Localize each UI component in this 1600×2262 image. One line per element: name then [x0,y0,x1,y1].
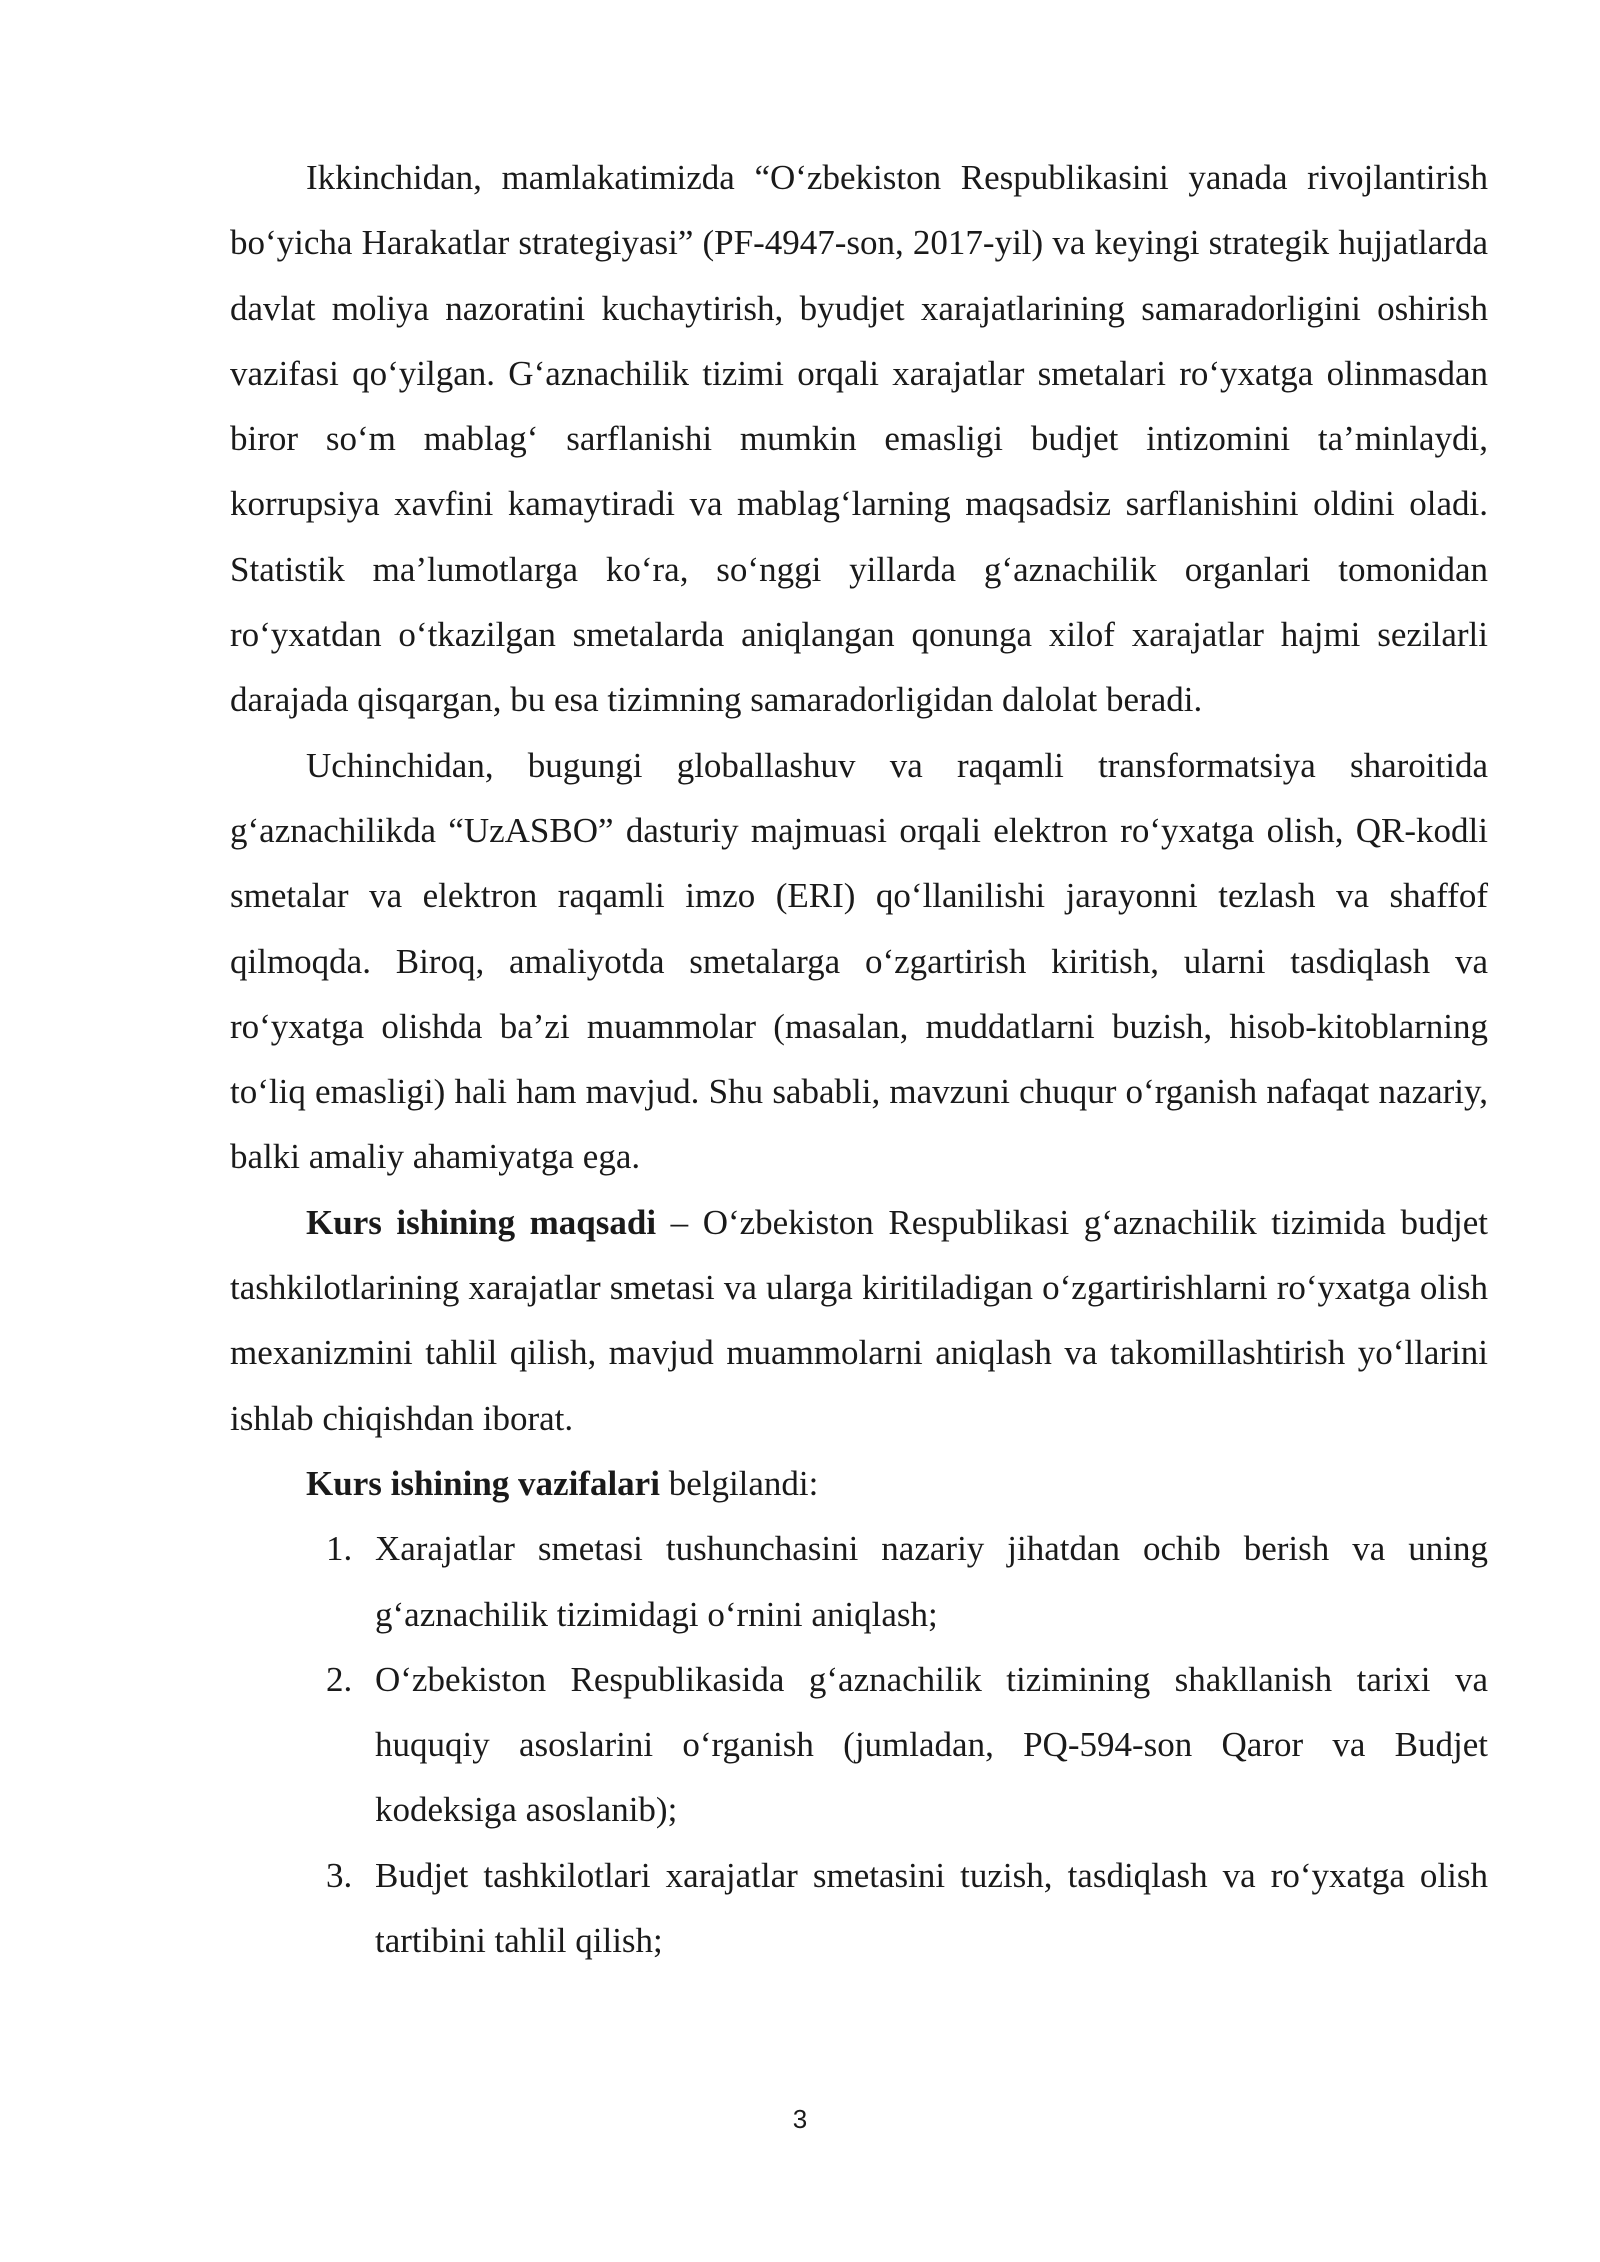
list-item-text: O‘zbekiston Respublikasida g‘aznachilik tizimining shakllanish tarixi va huquqiy asoslarini o‘rganish (jumladan, PQ-594-son Qaror va Budjet kodeksiga asoslanib); [375,1659,1488,1830]
paragraph-third-reason: Uchinchidan, bugungi globallashuv va raqamli transformatsiya sharoitida g‘aznachilikda “UzASBO” dasturiy majmuasi orqali elektron ro‘yxatga olish, QR-kodli smetalar va elektron raqamli imzo (ERI) qo‘llanilishi jarayonni tezlash va shaffof qilmoqda. Biroq, amaliyotda smetalarga o‘zgartirish kiritish, ularni tasdiqlash va ro‘yxatga olishda ba’zi muammolar (masalan, muddatlarni buzish, hisob-kitoblarning to‘liq emasligi) hali ham mavjud. Shu sababli, mavzuni chuqur o‘rganish nafaqat nazariy, balki amaliy ahamiyatga ega. [230,745,1488,1177]
task-list [230,1516,1488,1973]
page-number: 3 [792,2104,808,2134]
list-item [230,1516,1488,1647]
paragraph-goal [230,1190,1488,1451]
paragraph-second-reason: Ikkinchidan, mamlakatimizda “O‘zbekiston Respublikasini yanada rivojlantirish bo‘yicha Harakatlar strategiyasi” (PF-4947-son, 2017-yil) va keyingi strategik hujjatlarda davlat moliya nazoratini kuchaytirish, byudjet xarajatlarining samaradorligini oshirish vazifasi qo‘yilgan. G‘aznachilik tizimi orqali xarajatlar smetalari ro‘yxatga olinmasdan biror so‘m mablag‘ sarflanishi mumkin emasligi budjet intizomini ta’minlaydi, korrupsiya xavfini kamaytiradi va mablag‘larning maqsadsiz sarflanishini oldini oladi. Statistik ma’lumotlarga ko‘ra, so‘nggi yillarda g‘aznachilik organlari tomonidan ro‘yxatdan o‘tkazilgan smetalarda aniqlangan qonunga xilof xarajatlar hajmi sezilarli darajada qisqargan, bu esa tizimning samaradorligidan dalolat beradi. [230,158,1488,720]
list-item-text: Xarajatlar smetasi tushunchasini nazariy jihatdan ochib berish va uning g‘aznachilik tizimidagi o‘rnini aniqlash; [375,1529,1488,1634]
list-item-number: 2. [326,1659,353,1699]
list-item [230,1647,1488,1843]
list-item [230,1843,1488,1974]
tasks-label: Kurs ishining vazifalari [306,1463,660,1503]
body-text [230,145,1488,1973]
list-item-number: 3. [326,1855,353,1895]
tasks-intro-text: belgilandi: [659,1463,819,1503]
paragraph-tasks-intro [230,1451,1488,1516]
list-item-number: 1. [326,1529,353,1569]
goal-label: Kurs ishining maqsadi [306,1202,657,1242]
goal-text: – O‘zbekiston Respublikasi g‘aznachilik tizimida budjet tashkilotlarining xarajatlar smetasi va ularga kiritiladigan o‘zgartirishlarni ro‘yxatga olish mexanizmini tahlil qilish, mavjud muammolarni aniqlash va takomillashtirish yo‘llarini ishlab chiqishdan iborat. [230,1202,1488,1438]
list-item-text: Budjet tashkilotlari xarajatlar smetasini tuzish, tasdiqlash va ro‘yxatga olish tartibini tahlil qilish; [375,1855,1488,1961]
